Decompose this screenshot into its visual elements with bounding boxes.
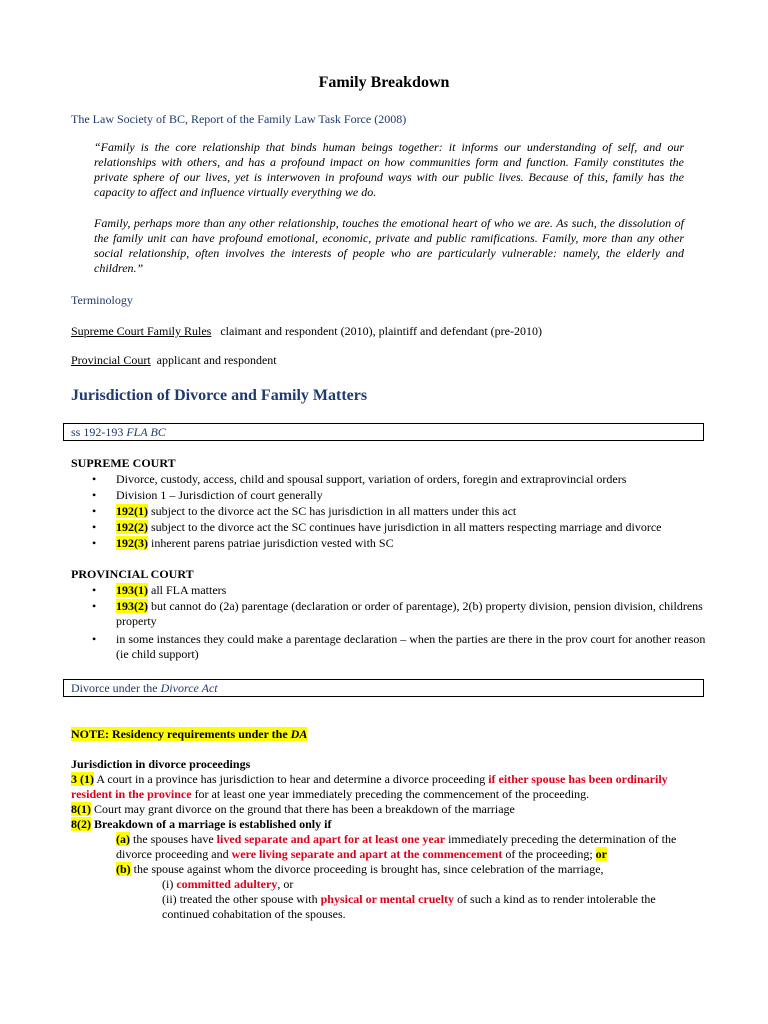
provincial-court-text: applicant and respondent — [156, 353, 277, 367]
clause-b-i: (i) committed adultery, or — [162, 877, 294, 891]
provincial-court-list — [92, 583, 712, 663]
terminology-heading: Terminology — [71, 293, 133, 307]
sections-box-fla — [63, 423, 704, 441]
supreme-court-rules-text: claimant and respondent (2010), plaintiff and defendant (pre-2010) — [220, 324, 542, 338]
divorce-act-name: Divorce Act — [160, 681, 218, 695]
terminology-supreme-court — [71, 324, 542, 339]
clause-b: (b) the spouse against whom the divorce proceeding is brought has, since celebration of the marriage, — [116, 862, 604, 876]
quote-paragraph-1: “Family is the core relationship that binds human beings together: it informs our understanding of self, and our relationships with others, and has a profound impact on how communities form and function. Family constitutes the private sphere of our lives, yet is interwoven in profound ways with our public lives. Because of this, family has the capacity to affect and influence virtually everything we do. — [94, 140, 684, 199]
supreme-court-list — [92, 472, 712, 552]
jurisdiction-divorce-heading: Jurisdiction in divorce proceedings — [71, 757, 251, 771]
list-item: • Division 1 – Jurisdiction of court generally — [92, 488, 712, 503]
list-item: • in some instances they could make a parentage declaration – when the parties are there in the prov court for another reason (ie child support) — [92, 632, 712, 662]
provincial-court-heading: PROVINCIAL COURT — [71, 567, 194, 581]
supreme-court-rules-label: Supreme Court Family Rules — [71, 324, 212, 338]
clause-b-ii: (ii) treated the other spouse with physical or mental cruelty of such a kind as to render intolerable the continued cohabitation of the spouses. — [162, 892, 656, 921]
section-8-2: 8(2) Breakdown of a marriage is established only if — [71, 817, 332, 831]
list-item: • 193(2) but cannot do (2a) parentage (declaration or order of parentage), 2(b) property division, pension division, childrens property — [92, 599, 712, 629]
section-3-1: 3 (1) A court in a province has jurisdiction to hear and determine a divorce proceeding if either spouse has been ordinarily resident in the province for at least one year immediately preceding the commencement of the proceeding. — [71, 772, 668, 801]
divorce-act-label: Divorce under the — [71, 681, 161, 695]
section-heading-jurisdiction: Jurisdiction of Divorce and Family Matters — [71, 387, 368, 404]
provincial-court-label: Provincial Court — [71, 353, 151, 367]
divorce-act-box — [63, 679, 704, 697]
fla-act-name: FLA BC — [126, 425, 166, 439]
list-item: • 193(1) all FLA matters — [92, 583, 712, 598]
residency-note: NOTE: Residency requirements under the DA — [71, 727, 308, 741]
list-item: • 192(2) subject to the divorce act the SC continues have jurisdiction in all matters respecting marriage and divorce — [92, 520, 712, 535]
sections-label: ss 192-193 — [71, 425, 127, 439]
list-item: • 192(1) subject to the divorce act the SC has jurisdiction in all matters under this act — [92, 504, 712, 519]
list-item: • 192(3) inherent parens patriae jurisdiction vested with SC — [92, 536, 712, 551]
supreme-court-heading: SUPREME COURT — [71, 456, 176, 470]
section-8-1: 8(1) Court may grant divorce on the ground that there has been a breakdown of the marriage — [71, 802, 515, 816]
terminology-provincial-court — [71, 353, 277, 368]
source-citation: The Law Society of BC, Report of the Family Law Task Force (2008) — [71, 112, 407, 126]
quote-paragraph-2: Family, perhaps more than any other relationship, touches the emotional heart of who we are. As such, the dissolution of the family unit can have profound emotional, economic, private and public ramifications. Family, more than any other social relationship, often involves the interests of people who are particularly vulnerable: namely, the elderly and children.” — [94, 216, 684, 275]
list-item: • Divorce, custody, access, child and spousal support, variation of orders, foregin and extraprovincial orders — [92, 472, 712, 487]
clause-a: (a) the spouses have lived separate and apart for at least one year immediately preceding the determination of the divorce proceeding and were living separate and apart at the commencement of the proceeding; or — [116, 832, 677, 861]
page-title: Family Breakdown — [318, 74, 450, 91]
